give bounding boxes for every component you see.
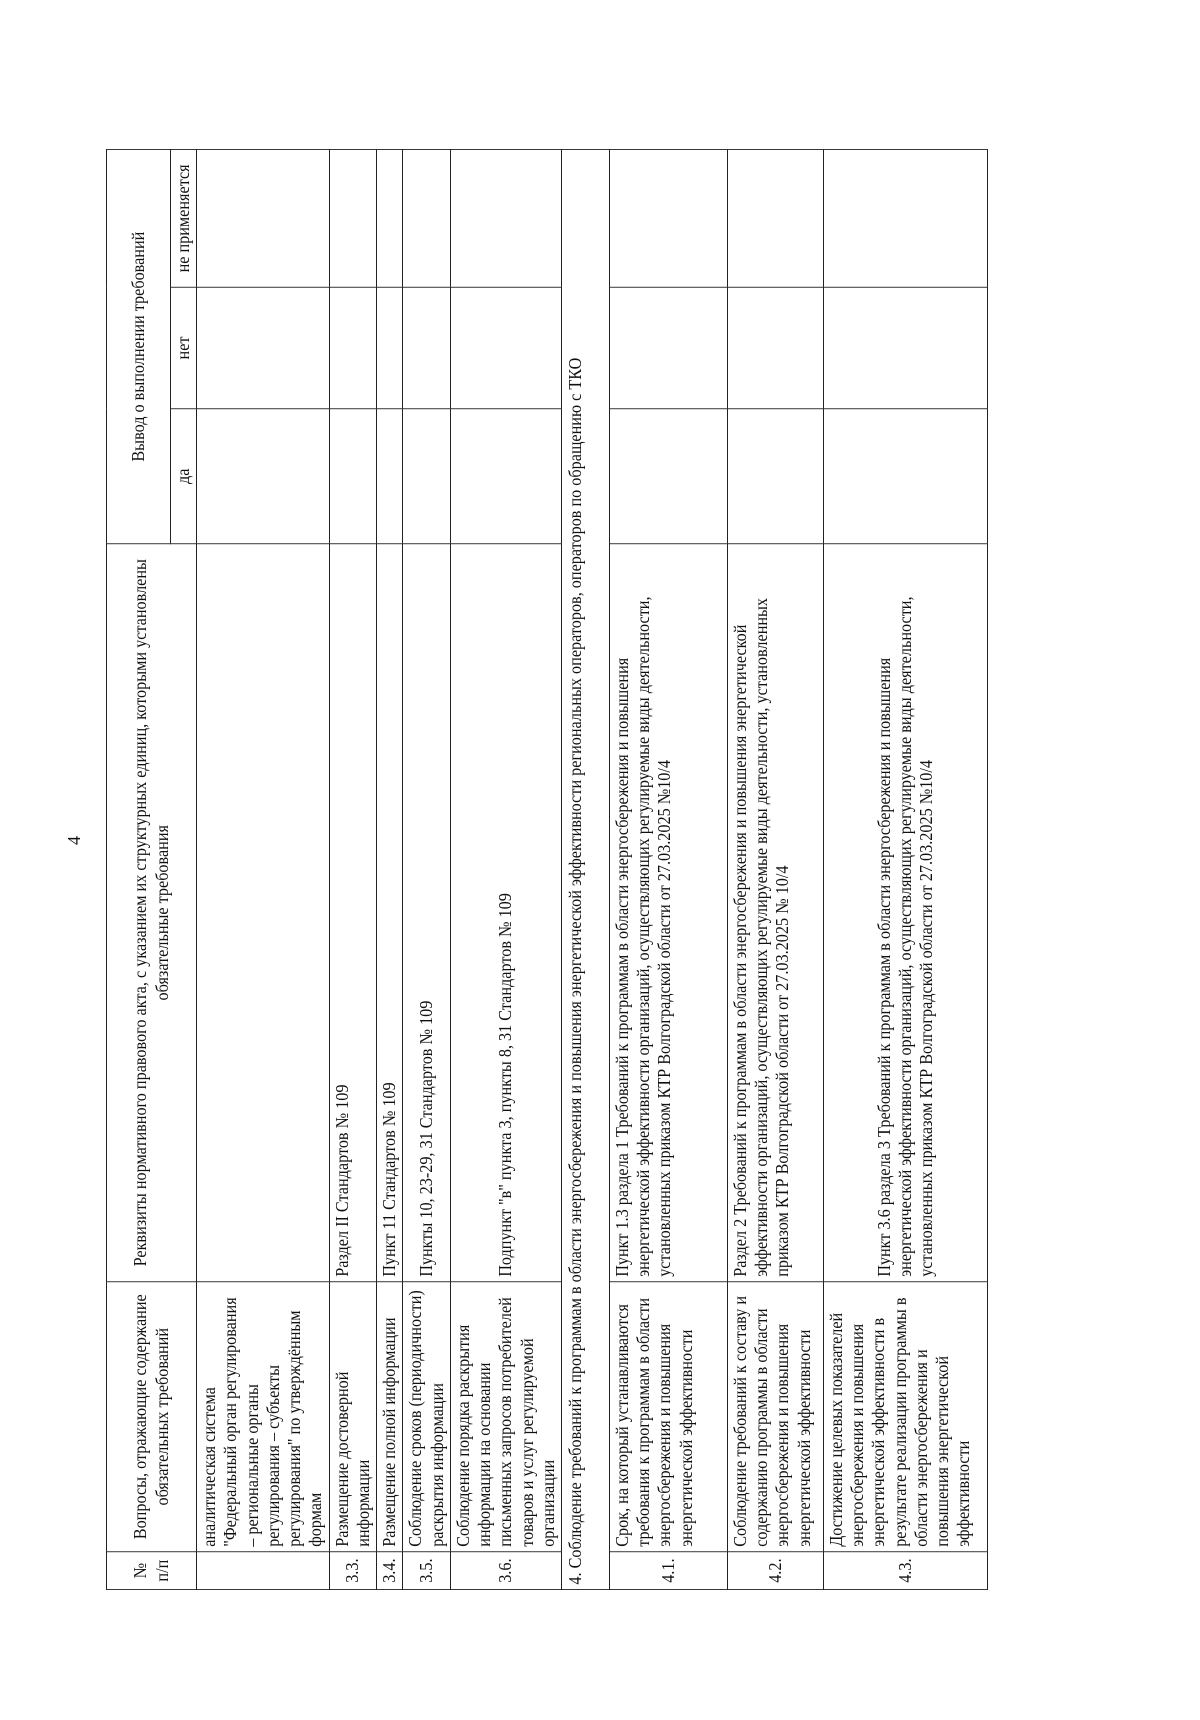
row-question: Соблюдение сроков (периодичности) раскрытия информации: [403, 1282, 450, 1552]
no-cell: [823, 287, 987, 409]
row-reference: Раздел 2 Требований к программам в области энергосбережения и повышения энергетической эффективности организаций, осуществляющих регулируемые виды деятельности, установленных приказом КТР Волгоградской области от 27.03.2025 № 10/4: [727, 544, 823, 1282]
row-question: аналитическая система "Федеральный орган регулирования – региональные органы регулирования – субъекты регулирования" по утверждённым формам: [197, 1282, 329, 1552]
row-reference: Раздел II Стандартов № 109: [329, 544, 376, 1282]
yes-cell: [609, 409, 727, 544]
na-cell: [329, 150, 376, 288]
no-cell: [727, 287, 823, 409]
yes-cell: [403, 409, 450, 544]
col-num-header: № п/п: [107, 1552, 197, 1590]
row-number: 4.2.: [727, 1552, 823, 1590]
yes-cell: [823, 409, 987, 544]
no-cell: [403, 287, 450, 409]
row-question: Размещение полной информации: [377, 1282, 403, 1552]
table-row: [377, 150, 403, 1590]
row-number: 3.5.: [403, 1552, 450, 1590]
row-reference: Пункт 11 Стандартов № 109: [377, 544, 403, 1282]
yes-cell: [329, 409, 376, 544]
yes-cell: [727, 409, 823, 544]
no-cell: [609, 287, 727, 409]
sub-no-header: нет: [171, 287, 197, 409]
yes-cell: [377, 409, 403, 544]
rotated-page: [106, 150, 1106, 1590]
sub-yes-header: да: [171, 409, 197, 544]
row-reference: Подпункт "в" пункта 3, пункты 8, 31 Стандартов № 109: [450, 544, 561, 1282]
table-row: [727, 150, 823, 1590]
row-number: [197, 1552, 329, 1590]
row-reference: [197, 544, 329, 1282]
no-cell: [329, 287, 376, 409]
section-row: [561, 150, 609, 1590]
na-cell: [197, 150, 329, 288]
row-number: 3.6.: [450, 1552, 561, 1590]
row-number: 4.1.: [609, 1552, 727, 1590]
row-question: Соблюдение требований к составу и содержанию программы в области энергосбережения и повышения энергетической эффективности: [727, 1282, 823, 1552]
row-number: 3.3.: [329, 1552, 376, 1590]
no-cell: [450, 287, 561, 409]
row-reference: Пункт 1.3 раздела 1 Требований к программам в области энергосбережения и повышения энергетической эффективности организаций, осуществляющих регулируемые виды деятельности, установленных приказом КТР Волгоградской области от 27.03.2025 №10/4: [609, 544, 727, 1282]
na-cell: [450, 150, 561, 288]
na-cell: [727, 150, 823, 288]
table-row: [197, 150, 329, 1590]
yes-cell: [450, 409, 561, 544]
section-4-heading: 4. Соблюдение требований к программам в области энергосбережения и повышения энергетической эффективности региональных операторов, операторов по обращению с ТКО: [561, 150, 609, 1590]
na-cell: [403, 150, 450, 288]
row-question: Размещение достоверной информации: [329, 1282, 376, 1552]
table-row: [450, 150, 561, 1590]
yes-cell: [197, 409, 329, 544]
row-number: 3.4.: [377, 1552, 403, 1590]
col-requisites-header: Реквизиты нормативного правового акта, с указанием их структурных единиц, которыми установлены обязательные требования: [107, 544, 197, 1282]
table-row: [609, 150, 727, 1590]
row-question: Соблюдение порядка раскрытия информации на основании письменных запросов потребителей товаров и услуг регулируемой организации: [450, 1282, 561, 1552]
row-reference: Пункт 3.6 раздела 3 Требований к программам в области энергосбережения и повышения энергетической эффективности организаций, осуществляющих регулируемые виды деятельности, установленных приказом КТР Волгоградской области от 27.03.2025 №10/4: [823, 544, 987, 1282]
na-cell: [823, 150, 987, 288]
page-number: 4: [64, 836, 84, 845]
col-questions-header: Вопросы, отражающие содержание обязательных требований: [107, 1282, 197, 1552]
sub-na-header: не применяется: [171, 150, 197, 288]
row-question: Срок, на который устанавливаются требования к программам в области энергосбережения и повышения энергетической эффективности: [609, 1282, 727, 1552]
col-conclusion-header: Вывод о выполнении требований: [107, 150, 171, 544]
row-reference: Пункты 10, 23-29, 31 Стандартов № 109: [403, 544, 450, 1282]
requirements-table: [106, 149, 988, 1590]
no-cell: [197, 287, 329, 409]
table-row: [403, 150, 450, 1590]
na-cell: [609, 150, 727, 288]
table-row: [329, 150, 376, 1590]
na-cell: [377, 150, 403, 288]
no-cell: [377, 287, 403, 409]
row-number: 4.3.: [823, 1552, 987, 1590]
row-question: Достижение целевых показателей энергосбережения и повышения энергетической эффективности в результате реализации программы в области энергосбережения и повышения энергетической эффективности: [823, 1282, 987, 1552]
table-row: [823, 150, 987, 1590]
